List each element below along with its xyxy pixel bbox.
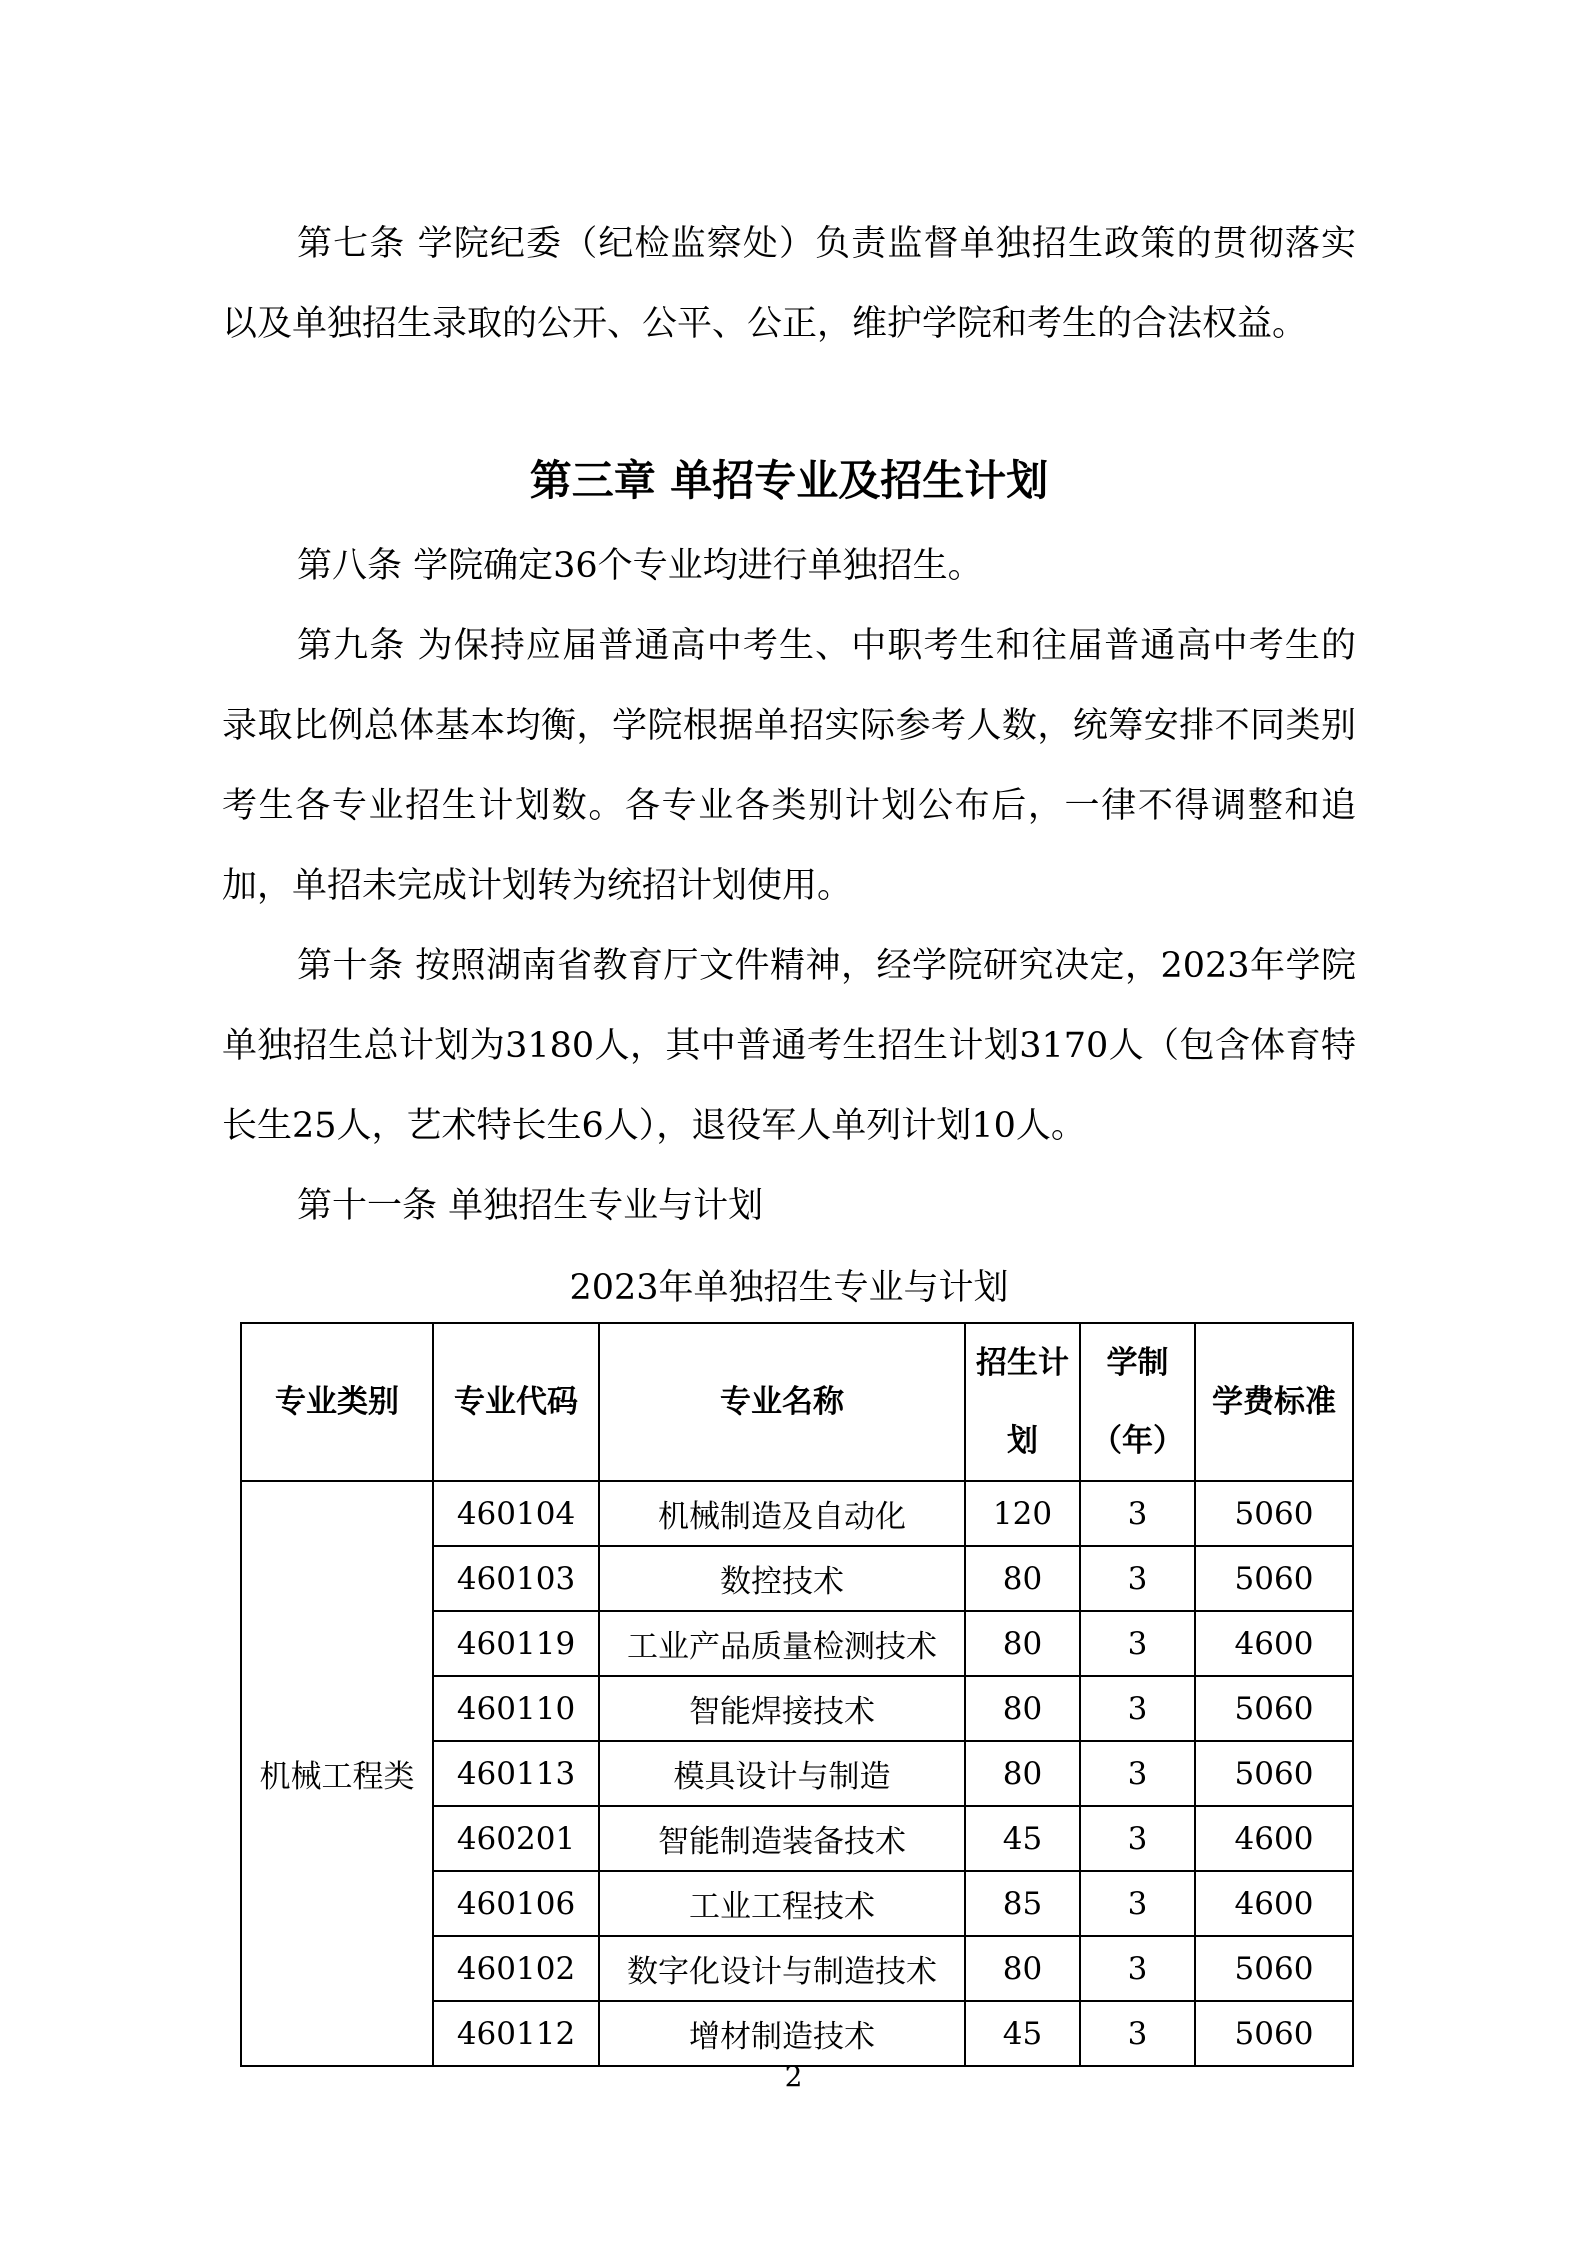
years-cell: 3 [1080,1546,1195,1611]
years-cell: 3 [1080,1676,1195,1741]
code-cell: 460119 [433,1611,599,1676]
years-cell: 3 [1080,1611,1195,1676]
name-cell: 增材制造技术 [599,2001,965,2066]
table-row [241,1481,1353,1546]
plan-cell: 85 [965,1871,1080,1936]
fee-cell: 5060 [1195,1481,1353,1546]
code-cell: 460113 [433,1741,599,1806]
name-cell: 工业产品质量检测技术 [599,1611,965,1676]
name-cell: 数控技术 [599,1546,965,1611]
years-cell: 3 [1080,2001,1195,2066]
years-cell: 3 [1080,1936,1195,2001]
plan-cell: 80 [965,1676,1080,1741]
plan-cell: 45 [965,2001,1080,2066]
code-cell: 460104 [433,1481,599,1546]
table-header-row [241,1323,1353,1481]
header-name: 专业名称 [599,1323,965,1481]
code-cell: 460201 [433,1806,599,1871]
name-cell: 机械制造及自动化 [599,1481,965,1546]
article-7: 第七条 学院纪委（纪检监察处）负责监督单独招生政策的贯彻落实以及单独招生录取的公开、公平、公正，维护学院和考生的合法权益。 [222,224,1356,344]
years-cell: 3 [1080,1741,1195,1806]
fee-cell: 5060 [1195,1741,1353,1806]
article-8: 第八条 学院确定36个专业均进行单独招生。 [297,546,983,586]
header-years: 学制（年） [1080,1323,1195,1481]
header-category: 专业类别 [241,1323,433,1481]
article-11: 第十一条 单独招生专业与计划 [297,1186,764,1226]
years-cell: 3 [1080,1871,1195,1936]
table-body [241,1481,1353,2066]
code-cell: 460102 [433,1936,599,2001]
fee-cell: 5060 [1195,1546,1353,1611]
header-plan: 招生计划 [965,1323,1080,1481]
code-cell: 460110 [433,1676,599,1741]
name-cell: 模具设计与制造 [599,1741,965,1806]
chapter-3-heading: 第三章 单招专业及招生计划 [529,456,1049,505]
fee-cell: 4600 [1195,1871,1353,1936]
name-cell: 智能制造装备技术 [599,1806,965,1871]
name-cell: 数字化设计与制造技术 [599,1936,965,2001]
plan-cell: 80 [965,1546,1080,1611]
enrollment-plan-table [240,1322,1354,2067]
fee-cell: 4600 [1195,1611,1353,1676]
plan-cell: 80 [965,1936,1080,2001]
plan-cell: 120 [965,1481,1080,1546]
header-fee: 学费标准 [1195,1323,1353,1481]
fee-cell: 5060 [1195,1936,1353,2001]
fee-cell: 5060 [1195,1676,1353,1741]
plan-cell: 80 [965,1741,1080,1806]
header-code: 专业代码 [433,1323,599,1481]
fee-cell: 4600 [1195,1806,1353,1871]
code-cell: 460106 [433,1871,599,1936]
plan-cell: 80 [965,1611,1080,1676]
table-caption: 2023年单独招生专业与计划 [569,1268,1009,1308]
years-cell: 3 [1080,1806,1195,1871]
plan-cell: 45 [965,1806,1080,1871]
fee-cell: 5060 [1195,2001,1353,2066]
page-number: 2 [784,2060,803,2093]
category-cell: 机械工程类 [241,1481,433,2066]
code-cell: 460103 [433,1546,599,1611]
name-cell: 工业工程技术 [599,1871,965,1936]
name-cell: 智能焊接技术 [599,1676,965,1741]
article-10: 第十条 按照湖南省教育厅文件精神，经学院研究决定，2023年学院单独招生总计划为3180人，其中普通考生招生计划3170人（包含体育特长生25人，艺术特长生6人），退役军人单列计划10人。 [222,946,1356,1146]
article-9: 第九条 为保持应届普通高中考生、中职考生和往届普通高中考生的录取比例总体基本均衡，学院根据单招实际参考人数，统筹安排不同类别考生各专业招生计划数。各专业各类别计划公布后，一律不得调整和追加，单招未完成计划转为统招计划使用。 [222,626,1356,906]
code-cell: 460112 [433,2001,599,2066]
years-cell: 3 [1080,1481,1195,1546]
